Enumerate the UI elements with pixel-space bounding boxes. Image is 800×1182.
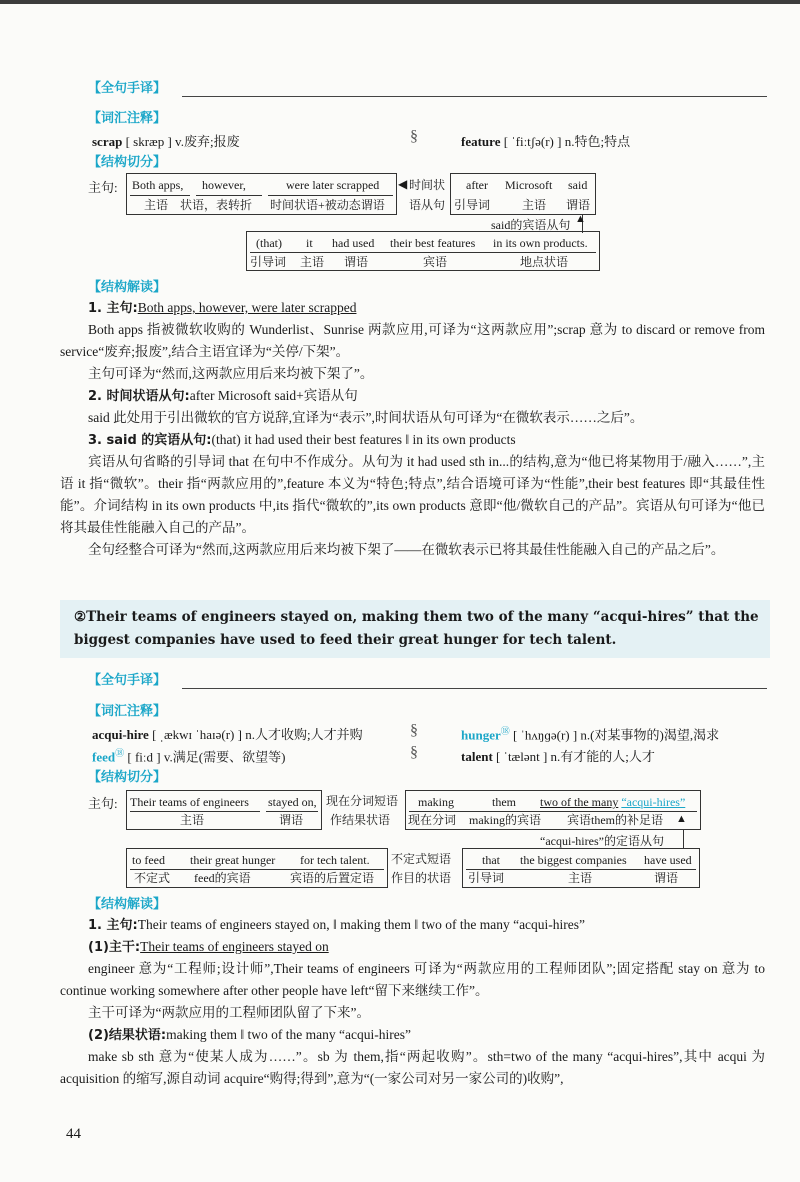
header-structure-2: 【结构切分】 [88,770,167,785]
sep-line [196,195,262,196]
seg-that: (that) [256,236,282,250]
seg-cn-pred3: 谓语 [344,255,369,269]
time-clause-tag-b: 语从句 [409,198,446,212]
main-clause-label: 主句: [88,180,118,195]
analysis2-para1: engineer 意为“工程师;设计师”,Their teams of engineers 可译为“两款应用的工程师团队”;固定搭配 stay on 意为 to continue working somewhere after other people have left“留下来继续工作”。 [60,961,765,998]
seg-cn-conj3: 引导词 [250,255,287,269]
analysis2-item1-2: (2)结果状语:making them ‖ two of the many “acqui-hires” [88,1027,411,1043]
vocab-entry-hunger: hunger⑱ [ ˈhʌŋɡə(r) ] n.(对某事物的)渴望,渴求 [461,726,720,743]
seg-it: it [306,236,313,250]
seg-had-used: had used [332,236,375,250]
seg-cn-subject: 主语 [144,198,169,212]
header-analysis-1: 【结构解读】 [88,280,167,295]
seg-said: said [568,178,588,192]
participle-tag-b: 作结果状语 [330,813,391,827]
seg-cn-subj3: 主语 [300,255,325,269]
seg-have-used: have used [644,853,692,867]
divider [450,173,451,215]
sep-line [266,811,318,812]
seg-teams-engineers: Their teams of engineers [130,795,249,809]
seg-own-products: in its own products. [493,236,588,250]
seg-stayed-on: stayed on, [268,795,317,809]
analysis1-item1: 1. 主句:Both apps, however, were later scrapped [88,300,357,316]
translation-blank-line-2[interactable] [182,688,767,689]
seg-after: after [466,178,488,192]
sentence-2-title: ②Their teams of engineers stayed on, making them two of the many “acqui-hires” that the biggest companies have used to feed their great hunger for tech talent. [74,609,759,648]
seg-cn-predicate: 时间状语+被动态谓语 [270,198,385,212]
analysis1-item3: 3. said 的宾语从句:(that) it had used their best features ‖ in its own products [88,432,516,448]
attributive-clause-note: “acqui-hires”的定语从句 [540,834,664,848]
analysis2-para3: make sb sth 意为“使某人成为……”。sb 为 them,指“两起收购”。sth=two of the many “acqui-hires”,其中 acqui 为 acquisition 的缩写,源自动词 acquire“购得;得到”,意为“(一家公司对另一家公司的)收购”, [60,1049,765,1086]
seg-cn-pred-d2: 谓语 [279,813,304,827]
seg-cn-subj4: 主语 [568,871,593,885]
vocab-entry-acqui-hire: acqui-hire [ ˌækwɪ ˈhaɪə(r) ] n.人才收购;人才并购 [92,727,363,742]
sep-line [130,811,260,812]
header-translate-2: 【全句手译】 [88,673,167,688]
seg-tech-talent: for tech talent. [300,853,370,867]
participle-tag-a: 现在分词短语 [326,794,399,808]
analysis2-item1-1: (1)主干:Their teams of engineers stayed on [88,939,329,955]
top-border [0,0,800,4]
seg-were-later-scrapped: were later scrapped [286,178,380,192]
seg-cn-post-attr: 宾语的后置定语 [290,871,375,885]
page-number: 44 [66,1126,81,1142]
analysis1-para4: 宾语从句省略的引导词 that 在句中不作成分。从句为 it had used sth in...的结构,意为“他已将某物用于/融入……”,主语 it 指“微软”。their 指“两款应用的”,feature 本义为“特色;特点”,结合语境可译为“性能”,their best features 即“其最佳性能”。介词结构 in its own products 中,its 指代“微软的”,its own products 意即“他/微软自己的产品”。宾语从句可译为“他已将其最佳性能融入自己的产品”。 [60,454,765,535]
seg-cn-participle: 现在分词 [408,813,457,827]
main-clause-label-2: 主句: [88,796,118,811]
seg-great-hunger: their great hunger [190,853,276,867]
sep-line [466,869,696,870]
seg-cn-pred4: 谓语 [654,871,679,885]
seg-two-of-many: two of the many “acqui-hires” [540,795,686,809]
arrow-up-icon: ▲ [575,213,586,225]
divider-wave-icon: § [410,722,418,739]
sep-line [409,811,697,812]
arrow-up-icon: ▲ [676,813,687,825]
seg-cn-conj4: 引导词 [468,871,505,885]
seg-cn-infinitive: 不定式 [134,871,171,885]
sep-line [268,195,393,196]
vocab-entry-talent: talent [ ˈtælənt ] n.有才能的人;人才 [461,749,655,764]
seg-cn-adverbial: 状语，表转折 [180,198,253,212]
seg-cn-subj-d2: 主语 [180,813,205,827]
divider-wave-icon: § [410,744,418,761]
seg-cn-place3: 地点状语 [520,255,569,269]
translation-blank-line-1[interactable] [182,96,767,97]
sep-line [130,869,384,870]
header-vocab-2: 【词汇注释】 [88,704,167,719]
seg-microsoft: Microsoft [505,178,553,192]
sep-line [130,195,190,196]
seg-making: making [418,795,454,809]
time-clause-tag-a: 时间状 [409,178,446,192]
analysis1-item2: 2. 时间状语从句:after Microsoft said+宾语从句 [88,388,358,404]
seg-them: them [492,795,516,809]
header-vocab-1: 【词汇注释】 [88,111,167,126]
seg-that-2: that [482,853,500,867]
analysis2-item1: 1. 主句:Their teams of engineers stayed on, ‖ making them ‖ two of the many “acqui-hires” [88,917,586,933]
seg-cn-subj2: 主语 [522,198,547,212]
analysis1-para5: 全句经整合可译为“然而,这两款应用后来均被下架了——在微软表示已将其最佳性能融入自己的产品之后”。 [88,542,725,557]
seg-best-features: their best features [390,236,476,250]
infinitive-tag-a: 不定式短语 [391,852,452,866]
infinitive-tag-b: 作目的状语 [391,871,452,885]
seg-cn-obj3: 宾语 [423,255,448,269]
header-analysis-2: 【结构解读】 [88,897,167,912]
analysis1-para3: said 此处用于引出微软的官方说辞,宜译为“表示”,时间状语从句可译为“在微软表示……之后”。 [88,410,644,425]
header-translate-1: 【全句手译】 [88,81,167,96]
seg-cn-conj: 引导词 [454,198,491,212]
object-clause-note: said的宾语从句 [491,218,571,232]
vocab-entry-feature: feature [ ˈfiːtʃə(r) ] n.特色;特点 [461,134,631,149]
vocab-entry-feed: feed⑱ [ fiːd ] v.满足(需要、欲望等) [92,748,286,765]
sep-line [250,252,596,253]
connector-line [683,830,684,848]
analysis1-para1: Both apps 指被微软收购的 Wunderlist、Sunrise 两款应用,可译为“这两款应用”;scrap 意为 to discard or remove from service“废弃;报废”,结合主语宜译为“关停/下架”。 [60,322,765,359]
seg-cn-complement: 宾语them的补足语 [567,813,663,827]
seg-to-feed: to feed [132,853,165,867]
seg-cn-making-obj: making的宾语 [469,813,541,827]
analysis1-para2: 主句可译为“然而,这两款应用后来均被下架了”。 [88,366,374,381]
seg-cn-feed-obj: feed的宾语 [194,871,251,885]
seg-however: however, [202,178,246,192]
seg-biggest-companies: the biggest companies [520,853,627,867]
vocab-entry-scrap: scrap [ skræp ] v.废弃;报废 [92,134,240,149]
seg-cn-pred2: 谓语 [566,198,591,212]
header-structure-1: 【结构切分】 [88,155,167,170]
analysis2-para2: 主干可译为“两款应用的工程师团队留了下来”。 [88,1005,370,1020]
seg-both-apps: Both apps, [132,178,184,192]
arrow-left-icon: ◀ [398,177,408,191]
divider-wave-icon: § [410,128,418,145]
